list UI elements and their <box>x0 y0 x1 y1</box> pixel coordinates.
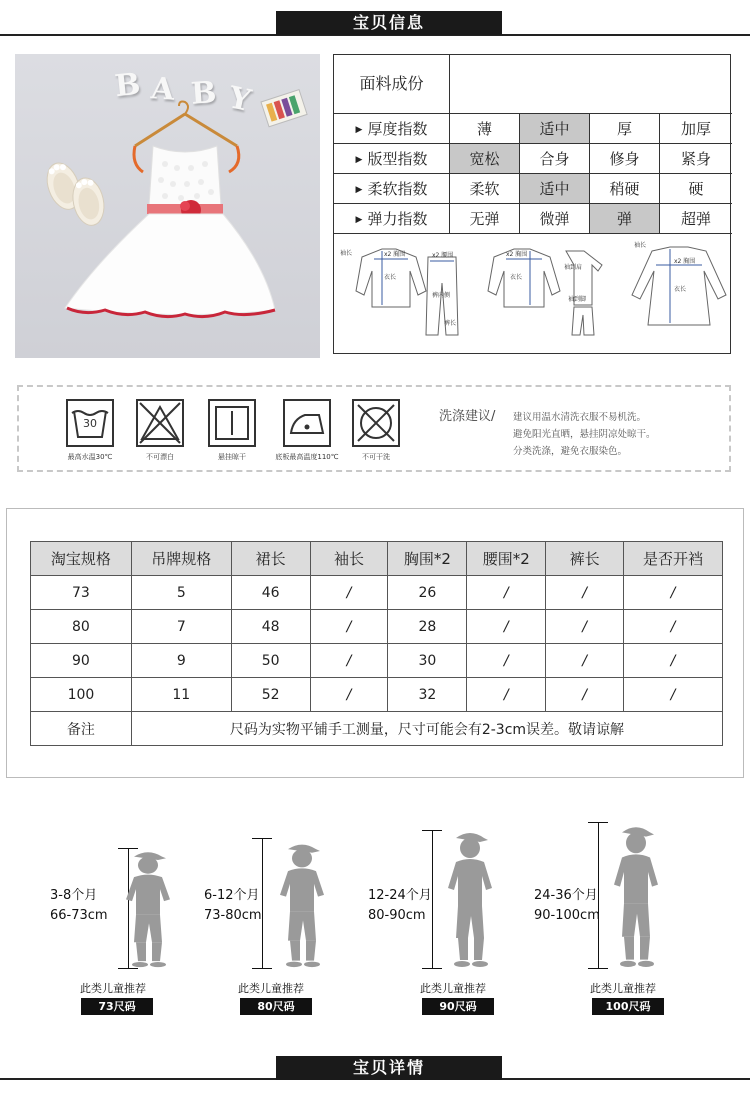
attribute-option: 合身 <box>520 144 590 174</box>
ruler-tick <box>422 830 442 831</box>
section-title: 宝贝信息 <box>276 11 502 35</box>
sketch-label: 裤内侧 <box>432 292 451 299</box>
sketch-label: 袖长 <box>634 242 647 249</box>
table-cell: 9 <box>131 644 231 678</box>
attribute-option: 薄 <box>450 114 520 144</box>
section-header-details <box>0 1052 750 1092</box>
table-cell: / <box>546 678 624 712</box>
table-cell: 46 <box>231 576 310 610</box>
ruler-line <box>598 822 599 968</box>
attribute-option: 修身 <box>590 144 660 174</box>
child-silhouette <box>606 822 666 968</box>
recommend-caption: 此类儿童推荐 <box>590 982 656 995</box>
attribute-label-text: 弹力指数 <box>367 210 428 228</box>
table-cell: 100 <box>31 678 132 712</box>
care-caption: 不可漂白 <box>146 453 174 461</box>
ruler-tick <box>252 968 272 969</box>
attribute-option: 宽松 <box>450 144 520 174</box>
column-header: 腰围*2 <box>467 542 546 576</box>
table-cell: 80 <box>31 610 132 644</box>
height-range: 90-100cm <box>534 908 600 923</box>
column-header: 袖长 <box>310 542 388 576</box>
section-title: 宝贝详情 <box>276 1056 502 1080</box>
ruler-tick <box>588 822 608 823</box>
ruler-line <box>262 838 263 968</box>
child-silhouette <box>440 828 500 968</box>
table-cell: / <box>467 644 546 678</box>
wash-temperature: 30 <box>83 417 97 430</box>
table-cell: 48 <box>231 610 310 644</box>
ruler-tick <box>422 968 442 969</box>
attribute-option: 柔软 <box>450 174 520 204</box>
baby-letter: B <box>189 75 218 112</box>
column-header: 胸围*2 <box>388 542 467 576</box>
table-cell: 50 <box>231 644 310 678</box>
attribute-option: 加厚 <box>660 114 732 144</box>
ruler-tick <box>118 968 138 969</box>
sketch-label: x2 胸围 <box>506 251 528 258</box>
sketch-label: x2 胸围 <box>384 251 406 258</box>
size-tag: 90尺码 <box>422 998 494 1015</box>
sketch-label: 袖到肩 <box>564 264 583 271</box>
table-cell: / <box>546 644 624 678</box>
care-line: 建议用温水清洗衣服不易机洗。 <box>513 412 647 423</box>
care-line: 避免阳光直晒，悬挂阴凉处晾干。 <box>513 429 656 440</box>
fabric-label: 面料成份 <box>334 55 450 113</box>
attribute-option: 硬 <box>660 174 732 204</box>
baby-letter: Y <box>225 80 254 119</box>
table-cell: / <box>624 644 723 678</box>
table-cell: / <box>310 576 388 610</box>
attribute-option: 稍硬 <box>590 174 660 204</box>
child-silhouette <box>118 848 178 968</box>
triangle-icon: ▶ <box>355 185 363 195</box>
attribute-option: 微弹 <box>520 204 590 234</box>
ruler-tick <box>588 968 608 969</box>
triangle-icon: ▶ <box>355 155 363 165</box>
height-range: 66-73cm <box>50 908 108 923</box>
recommend-caption: 此类儿童推荐 <box>238 982 304 995</box>
age-range: 6-12个月 <box>204 888 260 903</box>
table-cell: 5 <box>131 576 231 610</box>
table-cell: / <box>467 610 546 644</box>
attribute-option: 适中 <box>520 114 590 144</box>
attribute-option: 弹 <box>590 204 660 234</box>
age-range: 12-24个月 <box>368 888 432 903</box>
table-cell: 90 <box>31 644 132 678</box>
recommend-caption: 此类儿童推荐 <box>420 982 486 995</box>
table-cell: / <box>546 610 624 644</box>
table-cell: / <box>310 610 388 644</box>
table-cell: 73 <box>31 576 132 610</box>
table-cell: / <box>624 678 723 712</box>
attribute-label-text: 厚度指数 <box>367 120 428 138</box>
size-tag: 73尺码 <box>81 998 153 1015</box>
sketch-label: 袖长 <box>340 250 353 257</box>
care-line: 分类洗涤，避免衣服染色。 <box>513 446 628 457</box>
attribute-option: 适中 <box>520 174 590 204</box>
table-cell: 52 <box>231 678 310 712</box>
attribute-option: 厚 <box>590 114 660 144</box>
care-caption: 悬挂晾干 <box>218 453 246 461</box>
care-caption: 最高水温30℃ <box>67 453 113 461</box>
baby-letter: B <box>113 66 143 105</box>
sketch-label: 袖到脚 <box>568 296 587 303</box>
child-silhouette <box>272 840 332 968</box>
table-cell: 11 <box>131 678 231 712</box>
age-range: 24-36个月 <box>534 888 598 903</box>
table-cell: / <box>310 678 388 712</box>
sketch-label: 衣长 <box>674 286 687 293</box>
ruler-line <box>432 830 433 968</box>
table-cell: 26 <box>388 576 467 610</box>
table-cell: 7 <box>131 610 231 644</box>
table-cell: 28 <box>388 610 467 644</box>
note-text: 尺码为实物平铺手工测量，尺寸可能会有2-3cm误差。敬请谅解 <box>131 712 722 746</box>
sketch-label: 裤长 <box>444 320 457 327</box>
table-cell: / <box>546 576 624 610</box>
table-cell: / <box>467 576 546 610</box>
attribute-label-text: 版型指数 <box>367 150 428 168</box>
triangle-icon: ▶ <box>355 215 363 225</box>
column-header: 是否开裆 <box>624 542 723 576</box>
table-cell: / <box>310 644 388 678</box>
sketch-label: x2 胸围 <box>674 258 696 265</box>
column-header: 淘宝规格 <box>31 542 132 576</box>
sketch-label: 衣长 <box>510 274 523 281</box>
care-title: 洗涤建议/ <box>439 409 496 424</box>
triangle-icon: ▶ <box>355 125 363 135</box>
size-tag: 80尺码 <box>240 998 312 1015</box>
attribute-option: 紧身 <box>660 144 732 174</box>
table-cell: 30 <box>388 644 467 678</box>
attribute-option: 超弹 <box>660 204 732 234</box>
note-label: 备注 <box>31 712 132 746</box>
sketch-label: x2 腰围 <box>432 252 454 259</box>
column-header: 裙长 <box>231 542 310 576</box>
sketch-label: 衣长 <box>384 274 397 281</box>
attribute-label-text: 柔软指数 <box>367 180 428 198</box>
size-tag: 100尺码 <box>592 998 664 1015</box>
table-cell: / <box>624 610 723 644</box>
attribute-option: 无弹 <box>450 204 520 234</box>
age-range: 3-8个月 <box>50 888 98 903</box>
ruler-tick <box>252 838 272 839</box>
care-caption: 不可干洗 <box>362 453 390 461</box>
column-header: 吊牌规格 <box>131 542 231 576</box>
table-cell: / <box>624 576 723 610</box>
table-cell: / <box>467 678 546 712</box>
care-caption: 底板最高温度110℃ <box>275 453 339 461</box>
height-range: 80-90cm <box>368 908 426 923</box>
table-cell: 32 <box>388 678 467 712</box>
baby-letter: A <box>149 71 176 108</box>
height-range: 73-80cm <box>204 908 262 923</box>
column-header: 裤长 <box>546 542 624 576</box>
recommend-caption: 此类儿童推荐 <box>80 982 146 995</box>
